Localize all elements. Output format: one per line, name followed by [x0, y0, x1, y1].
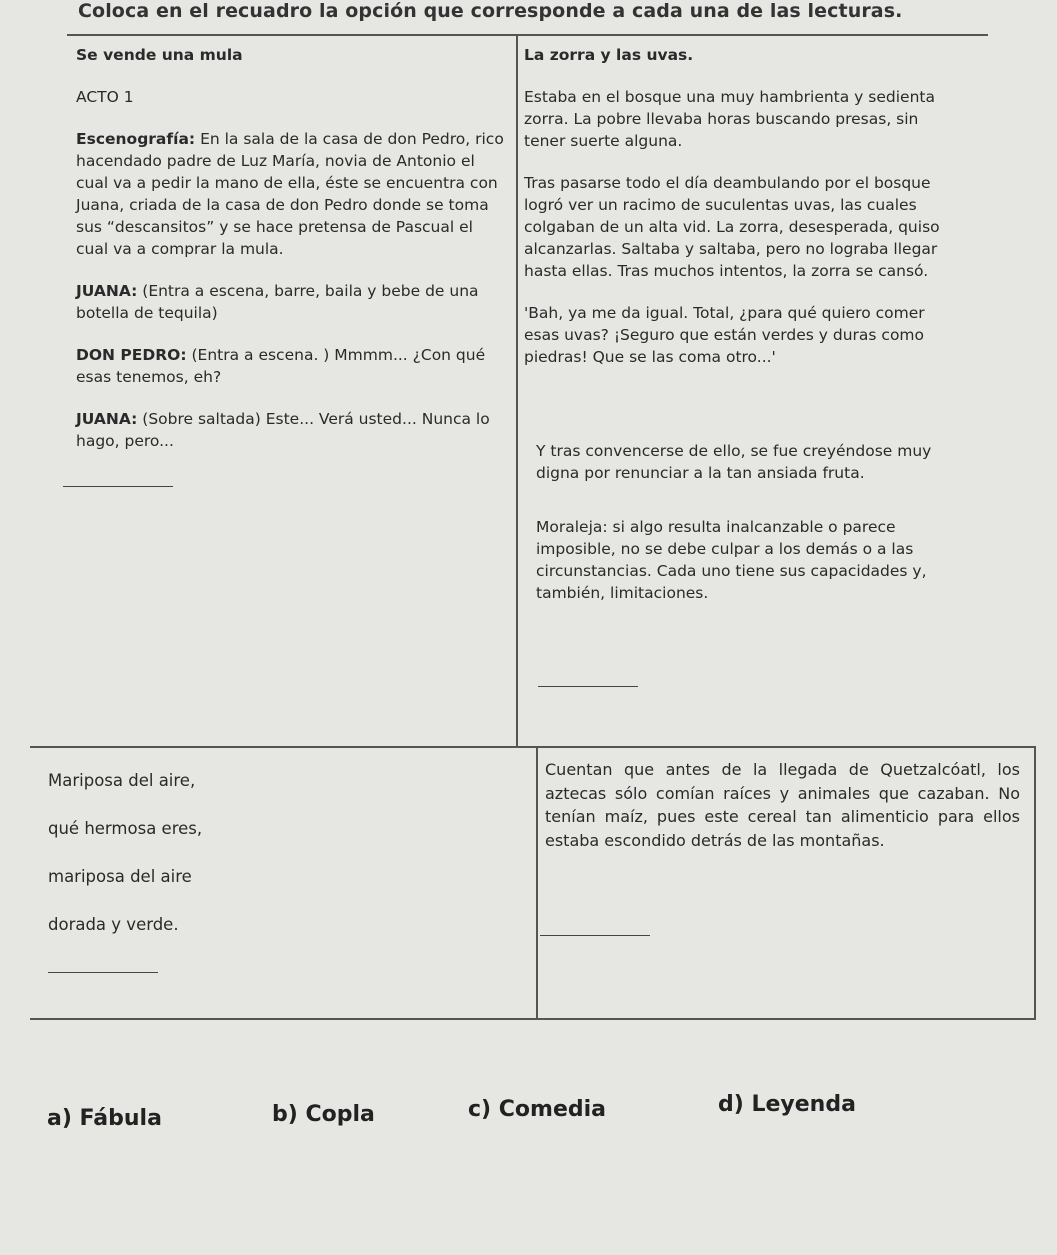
answer-blank-mula[interactable]	[63, 486, 173, 487]
option-c-comedia[interactable]: c) Comedia	[468, 1097, 606, 1122]
reading-title: La zorra y las uvas.	[524, 46, 694, 64]
dialogue-text: (Entra a escena, barre, baila y bebe de una botella de tequila)	[76, 282, 479, 322]
table-right-border	[1034, 746, 1036, 1019]
paragraph: Estaba en el bosque una muy hambrienta y sedienta zorra. La pobre llevaba horas buscando presas, sin tener suerte alguna.	[524, 88, 935, 150]
speaker-don-pedro: DON PEDRO:	[76, 346, 187, 364]
answer-blank-mariposa[interactable]	[48, 972, 158, 973]
scenography-paragraph	[76, 128, 506, 260]
table-row-divider	[30, 746, 1035, 748]
instruction-heading: Coloca en el recuadro la opción que corresponde a cada una de las lecturas.	[78, 0, 903, 22]
paragraph: Cuentan que antes de la llegada de Quetzalcóatl, los aztecas sólo comían raíces y animales que cazaban. No tenían maíz, pues este cereal tan alimenticio para ellos estaba escondido detrás de las montañas.	[545, 760, 1020, 850]
speaker-juana: JUANA:	[76, 410, 138, 428]
paragraph: 'Bah, ya me da igual. Total, ¿para qué quiero comer esas uvas? ¡Seguro que están verdes y duras como piedras! Que se las coma otro...'	[524, 304, 925, 366]
option-b-copla[interactable]: b) Copla	[272, 1102, 375, 1127]
dialogue-text: (Entra a escena. ) Mmmm... ¿Con qué esas tenemos, eh?	[76, 346, 486, 386]
moraleja-paragraph: Moraleja: si algo resulta inalcanzable o parece imposible, no se debe culpar a los demás o a las circunstancias. Cada uno tiene sus capacidades y, también, limitaciones.	[536, 518, 927, 602]
verse-line: qué hermosa eres,	[48, 819, 203, 838]
paragraph: Tras pasarse todo el día deambulando por el bosque logró ver un racimo de suculentas uvas, las cuales colgaban de un alta vid. La zorra, desesperada, quiso alcanzarlas. Saltaba y saltaba, pero no lograba llegar hasta ellas. Tras muchos intentos, la zorra se cansó.	[524, 174, 940, 280]
table-bottom-border	[30, 1018, 1036, 1020]
dialogue-line	[76, 280, 506, 324]
answer-blank-zorra[interactable]	[538, 686, 638, 687]
table-top-border	[67, 34, 988, 36]
dialogue-line	[76, 344, 506, 388]
verse-line: dorada y verde.	[48, 915, 179, 934]
dialogue-text: (Sobre saltada) Este... Verá usted... Nunca lo hago, pero...	[76, 410, 490, 450]
reading-la-zorra-y-las-uvas	[524, 44, 944, 368]
option-d-leyenda[interactable]: d) Leyenda	[718, 1092, 856, 1117]
reading-quetzalcoatl	[545, 758, 1020, 852]
option-a-fabula[interactable]: a) Fábula	[47, 1106, 162, 1131]
answer-blank-quetzalcoatl[interactable]	[540, 935, 650, 936]
reading-se-vende-una-mula	[76, 44, 506, 452]
act-label: ACTO 1	[76, 88, 134, 106]
paragraph: Y tras convencerse de ello, se fue creyéndose muy digna por renunciar a la tan ansiada fruta.	[536, 442, 932, 482]
reading-title: Se vende una mula	[76, 46, 243, 64]
table-middle-divider-lower	[536, 746, 538, 1018]
verse-line: Mariposa del aire,	[48, 771, 196, 790]
speaker-juana: JUANA:	[76, 282, 138, 300]
scenography-label: Escenografía:	[76, 130, 196, 148]
zorra-conclusion	[536, 440, 976, 604]
reading-mariposa-del-aire	[48, 770, 508, 936]
dialogue-line	[76, 408, 506, 452]
scenography-text: En la sala de la casa de don Pedro, rico hacendado padre de Luz María, novia de Antonio el cual va a pedir la mano de ella, éste se encuentra con Juana, criada de la casa de don Pedro donde se toma sus “descansitos” y se hace pretensa de Pascual el cual va a comprar la mula.	[76, 130, 504, 258]
table-middle-divider-upper	[516, 34, 518, 746]
verse-line: mariposa del aire	[48, 867, 192, 886]
